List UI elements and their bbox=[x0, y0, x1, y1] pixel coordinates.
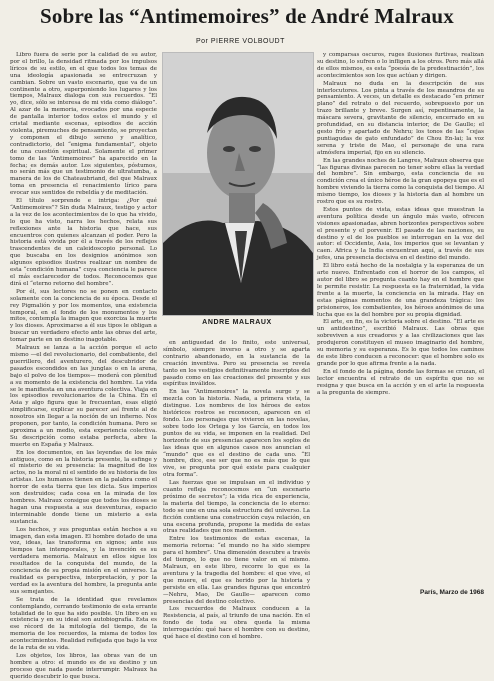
paragraph: Los hechos, y sus preguntas están hechos a su imagen, dan esta imagen. El hombre dotado de una voz, ideas, las transforma en signos; ante sus tiempos tan intemporales, y la invención es su verdadera memoria. Malraux en ellos sigue los resultados de la conquista del mundo, de la conciencia de su propia misión en el universo. La realidad es perspectiva, interpretación, y por la verdad es la aventura del hombre, la pregunta ante sus semejantes. bbox=[10, 526, 157, 595]
paragraph: El arte, en fin, es la victoria sobre el destino. “El arte es un antidestino”, escribió Malraux. Las obras que sobreviven a sus creadores y a las civilizaciones que las produjeron constituyen el museo imaginario del hombre, su memoria y su esperanza. Es lo que todos los caminos de este libro conducen a reconocer: que el hombre solo es grande por lo que afirma frente a la nada. bbox=[317, 319, 484, 367]
portrait-illustration bbox=[163, 53, 313, 315]
paragraph: El libro está hecho de la nostalgia y la esperanza de un arte nuevo. Enfrentado con el horror de los campos, el autor del libro se pregunta cuanto hay en el hombre que le permite resistir. La respuesta es la fraternidad, la vida frente a la muerte, la conciencia en la mirada. Hay en estas páginas momentos de una grandeza trágica: los prisioneros, los combatientes, los héroes anónimos de una lucha que es la del hombre por su propia dignidad. bbox=[317, 263, 484, 318]
paragraph: Los recuerdos de Malraux conducen a la Resistencia, al país, al triunfo de una nación. En el fondo de toda su obra queda la misma interrogación: qué hace el hombre con su destino, qué hace el destino con el hombre. bbox=[163, 606, 310, 641]
paragraph: Entre los testimonios de estas escenas, la memoria retorna: “el mundo no ha sido siempre para el hombre”. Una dimensión descubre a través del tiempo, lo que no tiene valor en sí mismo. Malraux, en este libro, recorre lo que es la aventura y la tragedia del hombre: el que vive, el que muere, el que es herido por la historia y persiste en ella. Las grandes figuras que encontró —Nehru, Mao, De Gaulle— aparecen como presencias del destino colectivo. bbox=[163, 536, 310, 605]
dateline: París, Marzo de 1968 bbox=[420, 589, 484, 596]
article-column-3 bbox=[317, 52, 484, 588]
paragraph: Malraux se lanza a la acción porque el acto mismo —el del revolucionario, del combatiente, del guerrillero, del aventurero, del descubridor de pasados escondidos en las junglas o en la arena, bajo el polvo de los tiempos— moderá con plenitud a su momento de la existencia del hombre. La vida se le manifiesta en una aventura colectiva. Viaja en los episodios revolucionarios de la China. En el Asia y algo figura que le frecuentan, esas eligió simplificarse, explicar su parecer así frente al de nosotros sin llegar a la noción de un infierno. Nos proponen, por tanto, la condición humana. Pero se aproxima a un medio, esta experiencia colectiva. Su descripción como estaba perfecta, abre la muerte en España y Malraux. bbox=[10, 345, 157, 448]
paragraph: en antiguedad de lo finito, este universal, símbolo, siempre inverso a otro y se aparta contrario abandonado, en la sustancia de la creación inventiva. Pero su presencia se revela tanto en los vestigios definitivamente inscriptos del pasado como en las creaciones del presente y sus espíritus inválidos. bbox=[163, 340, 310, 388]
photo-caption: ANDRE MALRAUX bbox=[202, 319, 272, 326]
paragraph: Estos puntos de vista, estas ideas que muestran la aventura política desde un ángulo más vasto, ofrecen visiones apasionadas, abren horizontes perspectivos sobre el presente y el porvenir. El pasado de las naciones, su destino y el de los pueblos se interrogan en la voz del autor: el Occidente, Asia, los imperios que se levantan y caen. Africa y la India encuentran aquí, a través de sus jefes, una presencia decisiva en el destino del mundo. bbox=[317, 206, 484, 262]
paragraph: Malraux no duda en la descripción de sus interlocutores. Los pinta a través de los meandros de su pensamiento. A veces, un detalle es destacado “en primer plano” del retrato o del recuerdo, sobrepuesto por un trazo brillante y breve. Surgen así, repentinamente, la máscara severa, gravitante de silencio, encerrado en su profundidad, en su distancia interior, de De Gaulle; el gesto frío y apartado de Nehru; los tonos de las “cejas puntiagudas de gato enfundado” de Chou En-lai; la voz serena y triste de Mao, el personaje de una rara atmósfera imperial, fijo en su silencio. bbox=[317, 80, 484, 156]
byline: Por PIERRE VOLBOUDT bbox=[196, 38, 285, 45]
author-photo bbox=[162, 52, 314, 316]
paragraph: En los documentos, en las leyendas de los más antiguos, como en la historia presente, la esfinge y el misterio de su presencia: la magnitud de los actos, no la moral ni el sentido de su historia de los artistas. Los humanos tienen en la palabra como el horror de esta tierra que les dicta. Sus imperios son destruidos; cada cosa en la mirada de los hombres. Malraux consigue que todos los dioses se hagan una respuesta a sus desventuras, espacio interminable donde tiene un misterio a esta sustancia. bbox=[10, 449, 157, 525]
paragraph: Los objetos, los libros, las obras van de un hombre a otro: el mundo es de su destino y un proceso que nada puede interrumpir. Malraux ha querido descubrir lo que busca. bbox=[10, 652, 157, 680]
paragraph: En las “Antimemoires” la novela surge y se mezcla con la historia. Nada, a primera vista, la distingue. Los nombres de los héroes de estos históricos rostros se reconocen, aparecen en el fondo. Los personajes que vivieron en las novelas, sobre todo los Ortega y los García, en todos los puntos de su vida, se imponen en la realidad. Del horizonte de sus presencias aparecen los soplos de las ideas que en algunos casos nos anuncian el “mundo” que es el destino de cada uno. “El hombre, dice, ese ser que no es más que lo que vive, se pregunta por qué existe para cualquier otra forma”. bbox=[163, 389, 310, 479]
paragraph: Por él, sus lectores no se ponen en contacto solamente con la conciencia de su época. Desde el rey Pigmalión y por los momentos, una existencia temporal, en el fondo de los monumentos y los mitos, contempla la imagen que exorciza la muerte y los dioses. Aproximarse a él sus tipos le obligan a buscar un verdadero efecto ante las obras del arte, tomar parte en un destino inagotable. bbox=[10, 288, 157, 344]
paragraph: En las grandes noches de Langres, Malraux observa que “las figuras divinas parecen no tener sobre ellas la verdad del hombre”. Sin embargo, esta conciencia de su condición crea el único héroe de la gran epopeya que es el hombre viviendo la tierra como la conquista del tiempo. Al mismo tiempo, los dioses y la historia dan al hombre un rostro que es su rostro. bbox=[317, 157, 484, 206]
paragraph: El título sorprende e intriga: ¿Por qué “Antimemoires”? Sin duda Malraux, testigo y actor a la vez de los acontecimientos de lo que ha vivido, lo que ha visto, narra los hechos, relata sus reflexiones ante la historia que hace, sus encuentros con quienes alcanzan el poder. Pero la historia está vivida por él a través de los reflejos trascendentes de un caleidoscopio personal. Lo que buscaba en los designios anónimos son algunos episodios ilustres realizar un nombre de esta “condición humana” cuya conciencia le parece el más esclarecedor de todos. Reconocemos que dirá el “eterno retorno del hombre”. bbox=[10, 198, 157, 287]
paragraph: Libro fuera de serie por la calidad de su autor, por el brillo, la densidad ritmada por los impulsos líricos de su estilo, en el que todos los temas de una ideología apasionada se entrecruzan y cambian. Sobre un vasto escenario, que va de un continente a otro, superponiendo los lugares y los tiempos, Malraux dialoga con sus recuerdos. “El yo, dice, sólo se interesa de mi vida como diálogo”. Al azar de la memoria, evocados por una especie de pantalla interior todos estos el mundo y el cristal mediante escenas, episodios de acción violenta, piremuches de pensamiento, se proyectan y componen el dibujo sereno y analítico, contradictorio, del “enigma fundamental”, objeto de una cuestión espiritual. Solamente el primer tomo de las “Antimemoires” ha aparecido en la fecha; es demás autor. Los siguientes, póstumos, no serán más que un testimonio de ultratumba, a manera de los de Chateaubriand, del que Malraux toma en presencia el renacimiento lírico para evocar sus sentidos de rebeldía y de meditación. bbox=[10, 52, 157, 197]
article-column-1 bbox=[10, 52, 157, 680]
paragraph: y comparsas oscuros, ruges ilusiones furtivas, realizan su destino, lo sufren o lo infligen a los otros. Pero más allá de ellos mismos, es esta “poesía de la predestinación”, los acontecimientos son los que actúan y dirigen. bbox=[317, 52, 484, 79]
paragraph: En el fondo de la página, donde las formas se cruzan, el lector encuentra el retrato de un espíritu que no se resigna y que busca en la acción y en el arte la respuesta a la pregunta de siempre. bbox=[317, 368, 484, 396]
paragraph: Se trata de la identidad que revelamos contemplando, cerrando testimonio de esta errante totalidad de lo que ha sido posible. Un libro en su existencia y en su ideal son autobiografía. Esta es ese récord de la mitología del tiempo, de la memoria de los recuerdos, la misma de todos los acontecimientos. Realidad reflejada que bajo la voz de la ruta de su vida. bbox=[10, 596, 157, 652]
article-title: Sobre las “Antimemoires” de André Malraux bbox=[40, 4, 454, 28]
paragraph: Las fuerzas que se impulsan en el individuo y cuanto refleja reconocemos en “un escenario próximo de secretos”; la vida rica de experiencia, la materia del tiempo, la conciencia de lo eterno: todo se une en una sola estructura del universo. La ficción contiene una construcción cuya relación, en una escena profunda, propone la medida de estas otras realidades que nos mantienen. bbox=[163, 480, 310, 535]
article-column-2 bbox=[163, 340, 310, 641]
